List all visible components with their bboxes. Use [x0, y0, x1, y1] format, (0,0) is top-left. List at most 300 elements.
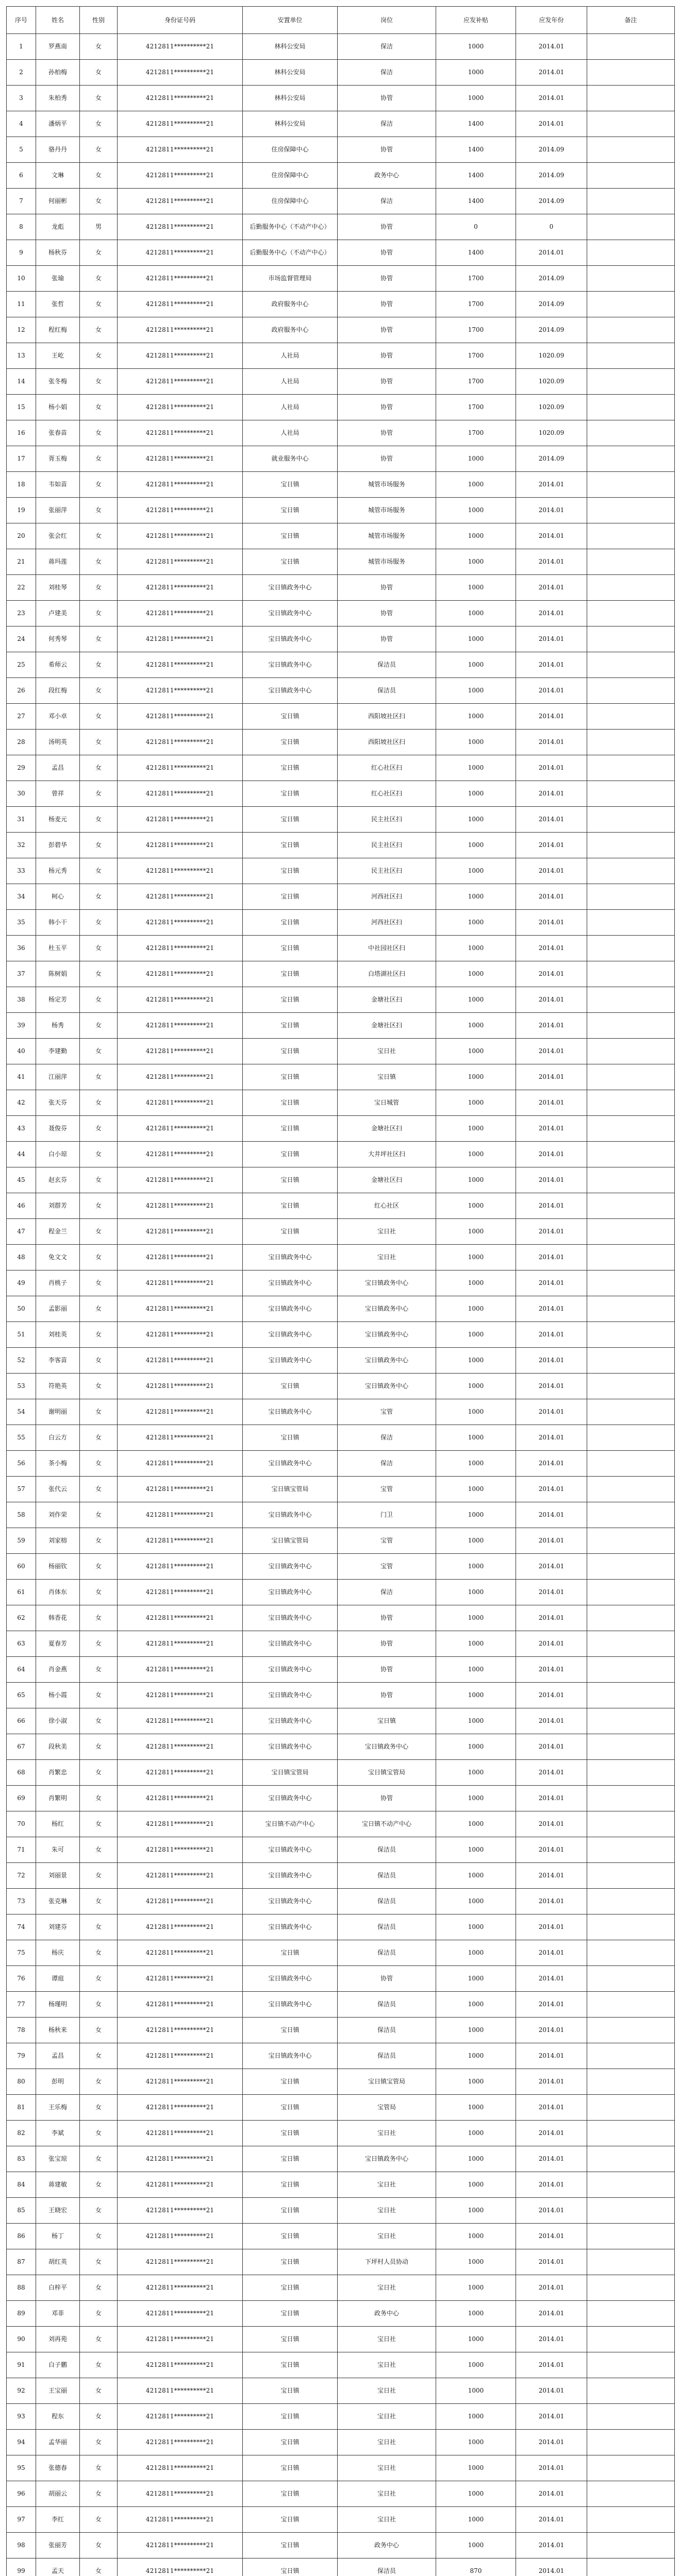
cell-id: 4212811**********21 — [118, 2378, 243, 2404]
table-row — [7, 1167, 675, 1193]
table-row — [7, 266, 675, 292]
cell-remark — [587, 987, 675, 1013]
cell-id: 4212811**********21 — [118, 2224, 243, 2249]
cell-gender: 女 — [80, 1451, 118, 1477]
cell-name: 李建勤 — [36, 1039, 80, 1064]
cell-org: 宝日镇 — [243, 2146, 338, 2172]
cell-gender: 女 — [80, 755, 118, 781]
cell-period: 2014.09 — [516, 266, 587, 292]
cell-org: 住房保障中心 — [243, 163, 338, 189]
col-header-name: 姓名 — [36, 7, 80, 34]
cell-remark — [587, 420, 675, 446]
cell-name: 免文文 — [36, 1245, 80, 1270]
cell-gender: 女 — [80, 1605, 118, 1631]
table-row — [7, 961, 675, 987]
cell-index: 18 — [7, 472, 36, 498]
cell-period: 2014.01 — [516, 1399, 587, 1425]
cell-org: 宝日镇 — [243, 730, 338, 755]
table-row — [7, 1966, 675, 1992]
cell-gender: 女 — [80, 2558, 118, 2576]
cell-org: 宝日镇政务中心 — [243, 1914, 338, 1940]
cell-remark — [587, 936, 675, 961]
table-row — [7, 626, 675, 652]
cell-remark — [587, 395, 675, 420]
cell-name: 杨秋来 — [36, 2018, 80, 2043]
cell-post: 城管市场服务 — [338, 498, 436, 523]
cell-name: 赵玄芬 — [36, 1167, 80, 1193]
cell-org: 宝日镇政务中心 — [243, 601, 338, 626]
cell-remark — [587, 2146, 675, 2172]
cell-remark — [587, 2018, 675, 2043]
cell-remark — [587, 626, 675, 652]
cell-subsidy: 1400 — [436, 111, 516, 137]
cell-id: 4212811**********21 — [118, 137, 243, 163]
cell-id: 4212811**********21 — [118, 2198, 243, 2224]
cell-gender: 女 — [80, 910, 118, 936]
cell-name: 白云方 — [36, 1425, 80, 1451]
cell-org: 宝日镇政务中心 — [243, 575, 338, 601]
cell-post: 宝日镇 — [338, 1708, 436, 1734]
cell-id: 4212811**********21 — [118, 1219, 243, 1245]
cell-index: 66 — [7, 1708, 36, 1734]
cell-id: 4212811**********21 — [118, 1992, 243, 2018]
table-row — [7, 498, 675, 523]
cell-name: 卢建美 — [36, 601, 80, 626]
cell-name: 杨麦元 — [36, 807, 80, 833]
cell-subsidy: 1000 — [436, 652, 516, 678]
cell-index: 16 — [7, 420, 36, 446]
cell-name: 程东 — [36, 2404, 80, 2430]
table-row — [7, 2430, 675, 2455]
cell-period: 2014.01 — [516, 987, 587, 1013]
cell-period: 2014.01 — [516, 1760, 587, 1786]
cell-id: 4212811**********21 — [118, 1889, 243, 1914]
cell-name: 韦如苗 — [36, 472, 80, 498]
header-row — [7, 7, 675, 34]
cell-period: 2014.01 — [516, 1245, 587, 1270]
cell-subsidy: 1000 — [436, 1322, 516, 1348]
cell-id: 4212811**********21 — [118, 884, 243, 910]
cell-id: 4212811**********21 — [118, 2558, 243, 2576]
table-row — [7, 2249, 675, 2275]
cell-gender: 女 — [80, 1374, 118, 1399]
cell-post: 宝日社 — [338, 2121, 436, 2146]
cell-post: 红心社区扫 — [338, 781, 436, 807]
cell-org: 林科公安局 — [243, 86, 338, 111]
cell-period: 2014.01 — [516, 575, 587, 601]
cell-post: 政务中心 — [338, 2301, 436, 2327]
col-header-index: 序号 — [7, 7, 36, 34]
cell-remark — [587, 1657, 675, 1683]
table-row — [7, 2352, 675, 2378]
cell-gender: 女 — [80, 1219, 118, 1245]
cell-name: 符艳英 — [36, 1374, 80, 1399]
cell-remark — [587, 961, 675, 987]
table-row — [7, 1889, 675, 1914]
cell-name: 杨元秀 — [36, 858, 80, 884]
cell-org: 宝日镇 — [243, 1374, 338, 1399]
cell-post: 协管 — [338, 395, 436, 420]
cell-name: 胥玉梅 — [36, 446, 80, 472]
table-row — [7, 1734, 675, 1760]
cell-period: 2014.01 — [516, 1296, 587, 1322]
cell-remark — [587, 1090, 675, 1116]
cell-index: 70 — [7, 1811, 36, 1837]
cell-name: 杨秀 — [36, 1013, 80, 1039]
cell-org: 人社局 — [243, 369, 338, 395]
cell-id: 4212811**********21 — [118, 1708, 243, 1734]
cell-period: 2014.01 — [516, 1477, 587, 1502]
cell-index: 65 — [7, 1683, 36, 1708]
cell-period: 2014.01 — [516, 1657, 587, 1683]
cell-index: 37 — [7, 961, 36, 987]
cell-name: 柯心 — [36, 884, 80, 910]
cell-id: 4212811**********21 — [118, 240, 243, 266]
cell-org: 宝日镇 — [243, 2481, 338, 2507]
cell-id: 4212811**********21 — [118, 420, 243, 446]
cell-subsidy: 1400 — [436, 137, 516, 163]
table-row — [7, 1760, 675, 1786]
cell-org: 宝日镇 — [243, 2558, 338, 2576]
cell-index: 91 — [7, 2352, 36, 2378]
cell-subsidy: 1000 — [436, 575, 516, 601]
cell-remark — [587, 189, 675, 214]
cell-name: 王乐梅 — [36, 2095, 80, 2121]
cell-id: 4212811**********21 — [118, 60, 243, 86]
cell-name: 蒋玛莲 — [36, 549, 80, 575]
cell-id: 4212811**********21 — [118, 833, 243, 858]
cell-remark — [587, 884, 675, 910]
cell-gender: 女 — [80, 2301, 118, 2327]
cell-id: 4212811**********21 — [118, 2121, 243, 2146]
cell-org: 后勤服务中心（不动产中心） — [243, 214, 338, 240]
table-row — [7, 1863, 675, 1889]
cell-remark — [587, 1039, 675, 1064]
cell-period: 2014.01 — [516, 1142, 587, 1167]
cell-index: 88 — [7, 2275, 36, 2301]
cell-remark — [587, 601, 675, 626]
table-row — [7, 1064, 675, 1090]
cell-period: 2014.01 — [516, 1992, 587, 2018]
cell-id: 4212811**********21 — [118, 1013, 243, 1039]
cell-gender: 女 — [80, 1322, 118, 1348]
cell-subsidy: 1400 — [436, 189, 516, 214]
cell-index: 53 — [7, 1374, 36, 1399]
cell-post: 红心社区扫 — [338, 755, 436, 781]
table-row — [7, 833, 675, 858]
cell-index: 35 — [7, 910, 36, 936]
cell-period: 1020.09 — [516, 395, 587, 420]
cell-gender: 女 — [80, 2043, 118, 2069]
cell-index: 42 — [7, 1090, 36, 1116]
cell-subsidy: 1000 — [436, 1142, 516, 1167]
cell-period: 2014.01 — [516, 910, 587, 936]
cell-subsidy: 1000 — [436, 1374, 516, 1399]
cell-id: 4212811**********21 — [118, 1734, 243, 1760]
cell-org: 宝日镇政务中心 — [243, 1322, 338, 1348]
table-row — [7, 60, 675, 86]
table-row — [7, 1399, 675, 1425]
cell-remark — [587, 730, 675, 755]
cell-gender: 女 — [80, 626, 118, 652]
cell-id: 4212811**********21 — [118, 1940, 243, 1966]
cell-id: 4212811**********21 — [118, 807, 243, 833]
table-row — [7, 1039, 675, 1064]
cell-name: 彭碧华 — [36, 833, 80, 858]
cell-period: 2014.01 — [516, 2018, 587, 2043]
cell-id: 4212811**********21 — [118, 1811, 243, 1837]
cell-subsidy: 1700 — [436, 343, 516, 369]
cell-period: 2014.01 — [516, 2043, 587, 2069]
cell-subsidy: 1000 — [436, 2069, 516, 2095]
table-row — [7, 472, 675, 498]
cell-post: 宝管局 — [338, 2095, 436, 2121]
table-row — [7, 1708, 675, 1734]
cell-org: 宝日镇 — [243, 2224, 338, 2249]
cell-post: 金塘社区扫 — [338, 1013, 436, 1039]
cell-org: 宝日镇政务中心 — [243, 1245, 338, 1270]
cell-id: 4212811**********21 — [118, 652, 243, 678]
cell-name: 杨秋芬 — [36, 240, 80, 266]
cell-name: 杨庆 — [36, 1940, 80, 1966]
cell-subsidy: 1000 — [436, 2224, 516, 2249]
cell-subsidy: 1000 — [436, 2455, 516, 2481]
table-row — [7, 2043, 675, 2069]
cell-post: 河西社区扫 — [338, 884, 436, 910]
cell-remark — [587, 1760, 675, 1786]
cell-remark — [587, 2533, 675, 2558]
cell-post: 宝日镇宝管局 — [338, 1760, 436, 1786]
table-row — [7, 1090, 675, 1116]
cell-remark — [587, 34, 675, 60]
cell-period: 2014.01 — [516, 1219, 587, 1245]
cell-index: 28 — [7, 730, 36, 755]
cell-gender: 女 — [80, 1270, 118, 1296]
cell-remark — [587, 1167, 675, 1193]
cell-subsidy: 1000 — [436, 1039, 516, 1064]
roster-sheet — [6, 6, 674, 2576]
cell-org: 宝日镇 — [243, 1193, 338, 1219]
cell-remark — [587, 1348, 675, 1374]
cell-gender: 女 — [80, 1193, 118, 1219]
cell-index: 68 — [7, 1760, 36, 1786]
col-header-remark: 备注 — [587, 7, 675, 34]
table-row — [7, 781, 675, 807]
table-row — [7, 395, 675, 420]
cell-id: 4212811**********21 — [118, 34, 243, 60]
cell-gender: 女 — [80, 1734, 118, 1760]
cell-name: 张丽芳 — [36, 2533, 80, 2558]
cell-org: 宝日镇 — [243, 2378, 338, 2404]
cell-remark — [587, 292, 675, 317]
cell-name: 朱柏秀 — [36, 86, 80, 111]
cell-name: 胡丽云 — [36, 2481, 80, 2507]
cell-period: 2014.01 — [516, 2224, 587, 2249]
cell-index: 6 — [7, 163, 36, 189]
cell-remark — [587, 1528, 675, 1554]
cell-id: 4212811**********21 — [118, 2301, 243, 2327]
cell-id: 4212811**********21 — [118, 1374, 243, 1399]
cell-gender: 女 — [80, 317, 118, 343]
cell-gender: 女 — [80, 1348, 118, 1374]
table-row — [7, 163, 675, 189]
cell-name: 曾祥 — [36, 781, 80, 807]
table-row — [7, 678, 675, 704]
table-row — [7, 2198, 675, 2224]
cell-remark — [587, 472, 675, 498]
cell-org: 宝日镇 — [243, 936, 338, 961]
cell-post: 金塘社区扫 — [338, 1167, 436, 1193]
cell-index: 40 — [7, 1039, 36, 1064]
cell-name: 江丽萍 — [36, 1064, 80, 1090]
cell-post: 宝管 — [338, 1477, 436, 1502]
cell-period: 2014.01 — [516, 1605, 587, 1631]
cell-org: 宝日镇 — [243, 2121, 338, 2146]
cell-period: 2014.01 — [516, 2327, 587, 2352]
cell-index: 62 — [7, 1605, 36, 1631]
cell-period: 2014.01 — [516, 1786, 587, 1811]
cell-index: 56 — [7, 1451, 36, 1477]
cell-name: 邓菲 — [36, 2301, 80, 2327]
cell-id: 4212811**********21 — [118, 343, 243, 369]
cell-index: 12 — [7, 317, 36, 343]
cell-post: 保洁员 — [338, 1889, 436, 1914]
cell-period: 1020.09 — [516, 343, 587, 369]
cell-index: 45 — [7, 1167, 36, 1193]
cell-name: 蒋建敏 — [36, 2172, 80, 2198]
cell-name: 张克琳 — [36, 1889, 80, 1914]
cell-id: 4212811**********21 — [118, 317, 243, 343]
cell-gender: 女 — [80, 1811, 118, 1837]
cell-org: 宝日镇政务中心 — [243, 1863, 338, 1889]
cell-id: 4212811**********21 — [118, 1914, 243, 1940]
table-row — [7, 1992, 675, 2018]
cell-id: 4212811**********21 — [118, 626, 243, 652]
table-row — [7, 1683, 675, 1708]
table-row — [7, 1374, 675, 1399]
cell-post: 中社园社区扫 — [338, 936, 436, 961]
cell-post: 城管市场服务 — [338, 523, 436, 549]
cell-post: 宝日镇政务中心 — [338, 1734, 436, 1760]
cell-subsidy: 1000 — [436, 1013, 516, 1039]
cell-period: 2014.01 — [516, 1425, 587, 1451]
cell-remark — [587, 523, 675, 549]
cell-org: 宝日镇政务中心 — [243, 1734, 338, 1760]
table-row — [7, 2558, 675, 2576]
cell-post: 保洁 — [338, 1425, 436, 1451]
cell-name: 杨小娟 — [36, 395, 80, 420]
cell-index: 98 — [7, 2533, 36, 2558]
table-row — [7, 884, 675, 910]
cell-id: 4212811**********21 — [118, 1039, 243, 1064]
cell-name: 孟影丽 — [36, 1296, 80, 1322]
cell-subsidy: 1000 — [436, 1296, 516, 1322]
cell-subsidy: 1000 — [436, 2533, 516, 2558]
cell-index: 69 — [7, 1786, 36, 1811]
cell-org: 就业服务中心 — [243, 446, 338, 472]
cell-id: 4212811**********21 — [118, 1322, 243, 1348]
cell-org: 宝日镇政务中心 — [243, 1631, 338, 1657]
cell-post: 宝日镇 — [338, 1064, 436, 1090]
cell-gender: 女 — [80, 1296, 118, 1322]
cell-post: 宝日社 — [338, 2172, 436, 2198]
cell-index: 39 — [7, 1013, 36, 1039]
cell-period: 2014.09 — [516, 317, 587, 343]
cell-remark — [587, 2043, 675, 2069]
cell-period: 2014.01 — [516, 2404, 587, 2430]
cell-id: 4212811**********21 — [118, 961, 243, 987]
cell-gender: 女 — [80, 1631, 118, 1657]
cell-subsidy: 1000 — [436, 472, 516, 498]
cell-post: 宝日社 — [338, 2224, 436, 2249]
cell-org: 宝日镇政务中心 — [243, 1580, 338, 1605]
cell-id: 4212811**********21 — [118, 2481, 243, 2507]
cell-id: 4212811**********21 — [118, 1270, 243, 1296]
cell-name: 肖繁忠 — [36, 1760, 80, 1786]
cell-name: 李红 — [36, 2507, 80, 2533]
cell-subsidy: 1000 — [436, 858, 516, 884]
cell-period: 2014.01 — [516, 884, 587, 910]
cell-post: 宝日社 — [338, 2378, 436, 2404]
cell-period: 2014.01 — [516, 1528, 587, 1554]
cell-index: 2 — [7, 60, 36, 86]
cell-org: 宝日镇政务中心 — [243, 1296, 338, 1322]
cell-index: 83 — [7, 2146, 36, 2172]
cell-name: 李客苗 — [36, 1348, 80, 1374]
cell-gender: 女 — [80, 2069, 118, 2095]
cell-name: 徐小淑 — [36, 1708, 80, 1734]
table-row — [7, 1631, 675, 1657]
cell-index: 50 — [7, 1296, 36, 1322]
cell-name: 刘丽景 — [36, 1863, 80, 1889]
cell-index: 96 — [7, 2481, 36, 2507]
table-row — [7, 2275, 675, 2301]
cell-remark — [587, 1425, 675, 1451]
cell-post: 保洁 — [338, 111, 436, 137]
cell-remark — [587, 1219, 675, 1245]
table-row — [7, 1502, 675, 1528]
cell-post: 宝日社 — [338, 2352, 436, 2378]
cell-period: 2014.01 — [516, 678, 587, 704]
cell-subsidy: 1000 — [436, 1554, 516, 1580]
cell-subsidy: 1700 — [436, 395, 516, 420]
cell-post: 协管 — [338, 137, 436, 163]
cell-subsidy: 1000 — [436, 1348, 516, 1374]
cell-gender: 女 — [80, 2481, 118, 2507]
cell-org: 宝日镇 — [243, 755, 338, 781]
cell-gender: 女 — [80, 2172, 118, 2198]
cell-subsidy: 1000 — [436, 2249, 516, 2275]
cell-gender: 女 — [80, 1786, 118, 1811]
cell-org: 宝日镇 — [243, 2249, 338, 2275]
cell-org: 宝日镇政务中心 — [243, 626, 338, 652]
cell-gender: 女 — [80, 2095, 118, 2121]
cell-index: 26 — [7, 678, 36, 704]
cell-index: 75 — [7, 1940, 36, 1966]
cell-period: 2014.01 — [516, 2146, 587, 2172]
table-row — [7, 1837, 675, 1863]
cell-index: 48 — [7, 1245, 36, 1270]
cell-subsidy: 1000 — [436, 1193, 516, 1219]
col-header-placement-unit: 安置单位 — [243, 7, 338, 34]
cell-period: 2014.09 — [516, 446, 587, 472]
cell-gender: 女 — [80, 2146, 118, 2172]
cell-name: 肖桃子 — [36, 1270, 80, 1296]
cell-index: 4 — [7, 111, 36, 137]
cell-org: 住房保障中心 — [243, 137, 338, 163]
cell-org: 宝日镇 — [243, 1013, 338, 1039]
cell-name: 张会红 — [36, 523, 80, 549]
